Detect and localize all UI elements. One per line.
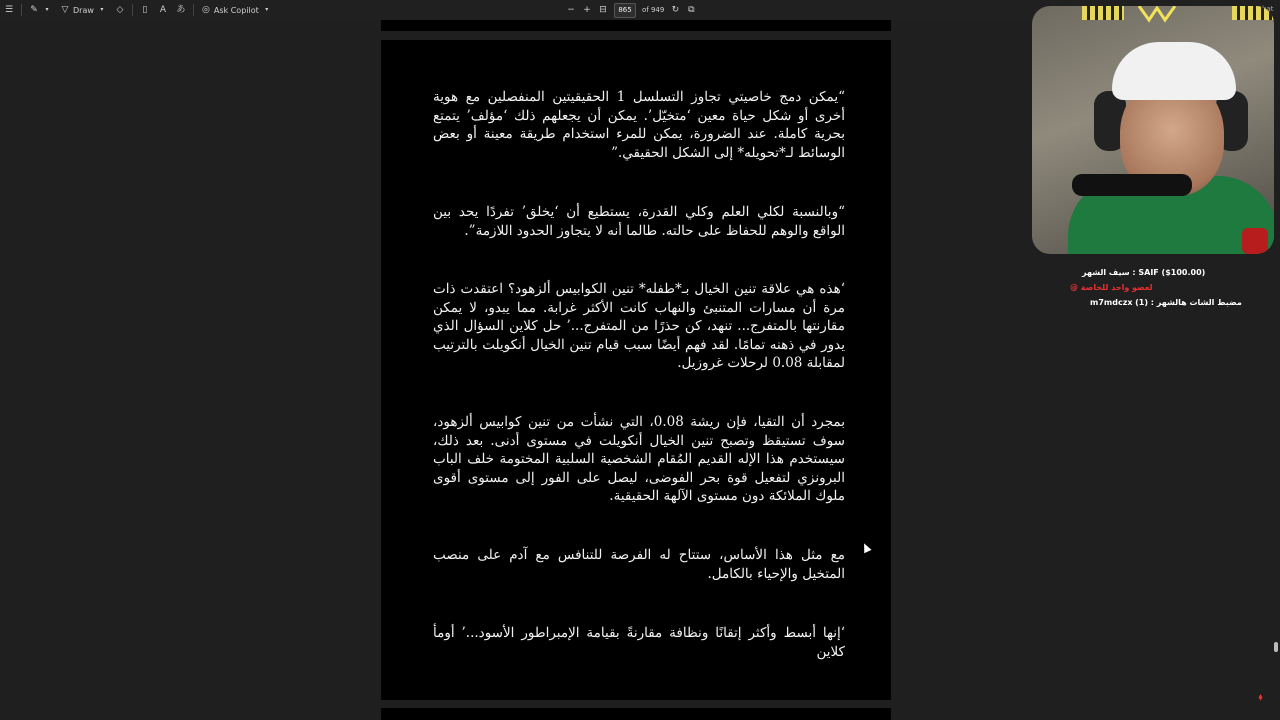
can-logo [1242, 228, 1268, 254]
paragraph-2: “وبالنسبة لكلي العلم وكلي القدرة، يستطيع أن ‘يخلق’ تفردًا يحد بين الواقع والوهم للحفاظ على حالته. طالما أنه لا يتجاوز الحدود اللازمة”. [433, 204, 845, 239]
chevron-down-icon: ▾ [100, 6, 104, 13]
paragraph-5: مع مثل هذا الأساس، ستتاح له الفرصة للتنافس مع آدم على منصب المتخيل والإحياء بالكامل. [433, 547, 845, 582]
translate-button[interactable] [172, 0, 190, 20]
paragraph-6: ‘إنها أبسط وأكثر إتقانًا ونظافة مقارنةً بقيامة الإمبراطور الأسود...’ أومأ كلاين [433, 625, 845, 660]
ask-copilot-label: Ask Copilot [213, 5, 259, 15]
view-icon: ▯ [142, 5, 148, 15]
contents-button[interactable] [0, 0, 18, 20]
pdf-page [381, 40, 891, 700]
zoom-in-icon[interactable]: + [583, 5, 591, 15]
highlighter-icon: ✎ [30, 5, 38, 15]
next-page [381, 708, 891, 720]
fit-page-icon[interactable]: ⊟ [599, 5, 607, 15]
view-button[interactable] [136, 0, 154, 20]
rotate-icon[interactable]: ↻ [671, 5, 680, 15]
chat-line-top-chatter [1090, 298, 1242, 307]
paragraph-1: “يمكن دمج خاصيتي تجاوز التسلسل 1 الحقيقيتين المنفصلين مع هوية أخرى أو شكل حياة معين ‘متخيّل’. يمكن أن يجعلهم ذلك ‘مؤلف’ يتمتع بحرية كاملة. عند الضرورة، يمكن للمرء استخدام طريقة معينة أو بعض الوسائط لـ*تحويله* إلى الشكل الحقيقي.” [433, 89, 845, 161]
stream-chat-overlay [1060, 254, 1260, 314]
translate-icon: あ [176, 5, 186, 15]
previous-page [381, 20, 891, 31]
pdf-icon: ⬧ [1258, 692, 1263, 703]
chat-line-red: @ لعضو واحد للخاصة [1070, 283, 1153, 292]
total-pages: of 949 [642, 6, 665, 14]
page-number-input[interactable]: 865 [614, 3, 636, 18]
draw-label: Draw [73, 5, 94, 15]
page-controls [566, 0, 696, 20]
draw-button[interactable] [56, 0, 111, 20]
chevron-down-icon: ▾ [265, 6, 269, 13]
microphone [1072, 174, 1192, 196]
crown-icon [1137, 6, 1177, 24]
chevron-down-icon: ▾ [45, 6, 49, 13]
page-view-icon[interactable]: ⧉ [688, 5, 695, 15]
list-icon: ☰ [4, 5, 14, 15]
overlay-pattern [1082, 6, 1124, 20]
toolbar-divider [193, 4, 194, 16]
webcam-overlay [1032, 6, 1274, 254]
overlay-pattern [1232, 6, 1274, 20]
copilot-icon: ◎ [201, 5, 210, 15]
highlight-button[interactable] [25, 0, 56, 20]
eraser-icon: ◇ [116, 5, 124, 15]
person-cap [1112, 42, 1236, 100]
draw-icon: ▽ [61, 5, 69, 15]
chat-username: m7mdczx [1090, 298, 1133, 307]
ask-copilot-button[interactable] [197, 0, 276, 20]
chat-line-top-donor: سيف الشهر : SAIF ($100.00) [1082, 268, 1206, 277]
zoom-out-icon[interactable]: − [567, 5, 575, 15]
paragraph-3: ‘هذه هي علاقة تنين الخيال بـ*طفله* تنين الكوابيس ألزهود؟ اعتقدت ذات مرة أن مسارات المتنبئ والنهاب كانت الأكثر غرابة. مما يبدو، لا يمكن مقارنتها بالمتفرج... تنهد، كن حذرًا من المتفرج...’ حل كلاين السؤال الذي يدور في ذهنه تمامًا. لقد فهم أيضًا سبب قيام تنين الخيال أنكويلت بالترتيب لمقابلة 0.08 لرحلات غروزيل. [433, 281, 845, 371]
read-aloud-button[interactable] [154, 0, 172, 20]
read-aloud-icon: A [159, 5, 166, 15]
scrollbar-thumb[interactable] [1274, 642, 1278, 652]
toolbar-divider [21, 4, 22, 16]
toolbar-divider [132, 4, 133, 16]
erase-button[interactable] [111, 0, 129, 20]
chat-message: مضبط الشات هالشهر : (1) [1135, 298, 1242, 307]
paragraph-4: بمجرد أن التقيا، فإن ريشة 0.08، التي نشأت من تنين كوابيس ألزهود، سوف تستيقظ وتصبح تنين الخيال أنكويلت في مستوى أدنى. بعد ذلك، سيستخدم هذا الإله القديم المُقام الشخصية السلبية المختومة خلف الباب البرونزي لتفعيل قوة بحر الفوضى، ليصل على الفور إلى مستوى أقوى ملوك الملائكة دون مستوى الآلهة الحقيقية. [433, 414, 845, 504]
